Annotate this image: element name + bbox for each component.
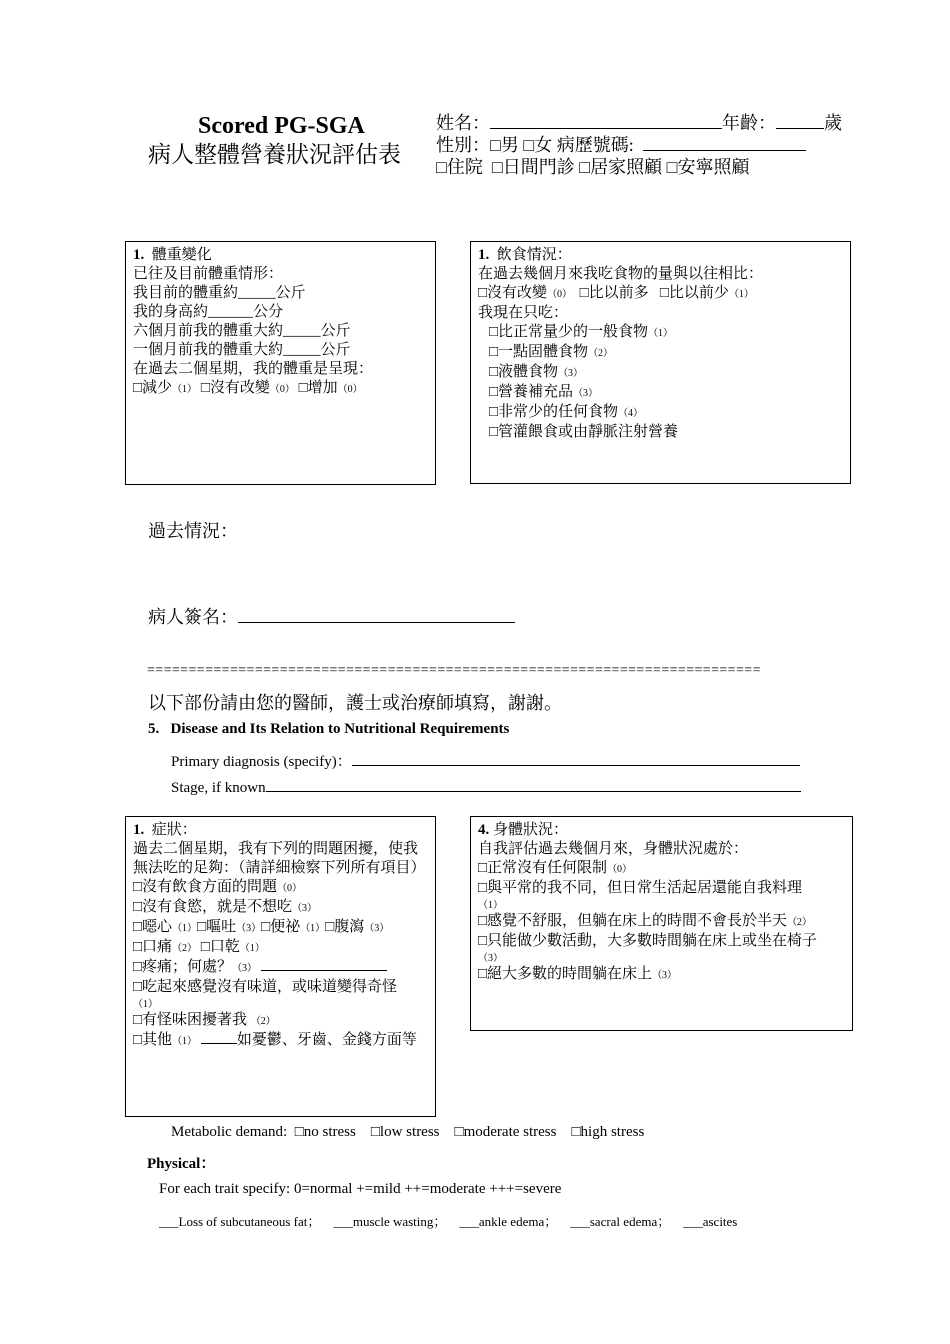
sacral-edema-field[interactable]: ___sacral edema； — [570, 1214, 671, 1229]
signature-label: 病人簽名： — [148, 607, 238, 627]
other-option[interactable]: □其他（1） 如憂鬱、牙齒、金錢方面等 — [133, 1032, 417, 1048]
score: （3） — [236, 923, 262, 934]
intake-compare-options — [478, 284, 844, 304]
age-label: 年齡： — [722, 113, 776, 133]
weight-trend-options — [133, 379, 429, 399]
activity-box-title: 身體狀況： — [493, 822, 569, 838]
chart-number-field[interactable] — [643, 134, 806, 151]
weight-increased-checkbox[interactable]: □增加 — [298, 380, 338, 396]
pain-location-field[interactable] — [261, 958, 387, 971]
low-stress-checkbox[interactable]: □low stress — [370, 1124, 440, 1140]
age-field[interactable] — [776, 112, 824, 129]
physical-scale: For each trait specify: 0=normal +=mild ++=moderate +++=severe — [159, 1181, 562, 1197]
intake-more-checkbox[interactable]: □比以前多 — [579, 285, 649, 301]
food-intake-box — [470, 241, 851, 484]
section5-title: Disease and Its Relation to Nutritional Requirements — [170, 721, 510, 737]
score: （3） — [364, 923, 390, 934]
intake-option[interactable]: □液體食物（3） — [489, 364, 584, 380]
muscle-wasting-field[interactable]: ___muscle wasting； — [333, 1214, 447, 1229]
separator: ========================================================================== — [147, 663, 761, 678]
name-label: 姓名： — [436, 113, 490, 133]
section5-heading — [148, 721, 509, 738]
intake-now-label: 我現在只吃： — [478, 305, 569, 321]
signature-row — [148, 603, 515, 629]
weight-trend-question: 在過去二個星期，我的體重是呈現： — [133, 361, 374, 377]
symptom-gi-row — [133, 918, 429, 938]
height-line[interactable]: 我的身高約______公分 — [133, 304, 284, 320]
score: （2） — [172, 943, 198, 954]
subcutaneous-fat-field[interactable]: ___Loss of subcutaneous fat； — [159, 1214, 321, 1229]
setting-hospice-checkbox[interactable]: □安寧照顧 — [666, 157, 750, 177]
score: （1） — [478, 900, 503, 911]
current-weight-line[interactable]: 我目前的體重約_____公斤 — [133, 285, 306, 301]
stage-label: Stage, if known — [171, 780, 266, 796]
weight-history-box — [125, 241, 436, 485]
score: （0） — [337, 384, 363, 395]
section5-number: 5. — [148, 721, 160, 737]
score: （0） — [547, 289, 573, 300]
vomiting-checkbox[interactable]: □嘔吐 — [197, 919, 237, 935]
mouth-sores-checkbox[interactable]: □口痛 — [133, 939, 173, 955]
symptom-mouth-row — [133, 938, 429, 958]
score: （1） — [300, 923, 326, 934]
intake-option[interactable]: □比正常量少的一般食物（1） — [489, 324, 674, 340]
activity-option[interactable]: □只能做少數活動，大多數時間躺在床上或坐在椅子 — [478, 933, 818, 949]
score: （3） — [478, 953, 503, 964]
nausea-checkbox[interactable]: □噁心 — [133, 919, 173, 935]
moderate-stress-checkbox[interactable]: □moderate stress — [454, 1124, 557, 1140]
primary-diagnosis-row — [171, 750, 800, 771]
intake-option[interactable]: □營養補充品（3） — [489, 384, 599, 400]
weight-unchanged-checkbox[interactable]: □沒有改變 — [200, 380, 270, 396]
activity-option[interactable]: □正常沒有任何限制（0） — [478, 860, 633, 876]
activity-option[interactable]: □與平常的我不同，但日常生活起居還能自我料理 — [478, 880, 803, 896]
weight-box-number: 1. — [133, 247, 145, 263]
symptoms-intro: 過去二個星期，我有下列的問題困擾，使我無法吃的足夠：（請詳細檢察下列所有項目） — [133, 841, 426, 876]
stage-field[interactable] — [266, 779, 801, 792]
form-title-english: Scored PG-SGA — [198, 113, 365, 139]
activity-box — [470, 816, 853, 1031]
sex-chart-row — [436, 134, 806, 156]
weight-line: 已往及目前體重情形： — [133, 266, 284, 282]
male-checkbox[interactable]: □男 — [490, 135, 519, 155]
metabolic-demand-row — [171, 1124, 644, 1141]
diarrhea-checkbox[interactable]: □腹瀉 — [325, 919, 365, 935]
name-age-row — [436, 112, 842, 134]
high-stress-checkbox[interactable]: □high stress — [571, 1124, 645, 1140]
weight-6-months-line[interactable]: 六個月前我的體重大約_____公斤 — [133, 323, 351, 339]
age-unit: 歲 — [824, 113, 842, 133]
symptom-option[interactable]: □沒有飲食方面的問題（0） — [133, 879, 303, 895]
score: （1） — [172, 384, 198, 395]
ascites-field[interactable]: ___ascites — [683, 1214, 738, 1229]
chart-number-label: 病歷號碼: — [556, 135, 634, 155]
sex-label: 性別： — [436, 135, 490, 155]
constipation-checkbox[interactable]: □便祕 — [261, 919, 301, 935]
stage-row — [171, 779, 801, 797]
weight-1-month-line[interactable]: 一個月前我的體重大約_____公斤 — [133, 342, 351, 358]
name-field[interactable] — [490, 112, 722, 129]
intake-box-number: 1. — [478, 247, 490, 263]
care-setting-row — [436, 156, 750, 178]
no-stress-checkbox[interactable]: □no stress — [294, 1124, 356, 1140]
score: （1） — [239, 943, 265, 954]
activity-option[interactable]: □絕大多數的時間躺在床上（3） — [478, 966, 678, 982]
symptom-option[interactable]: □沒有食慾，就是不想吃（3） — [133, 899, 318, 915]
primary-diagnosis-field[interactable] — [352, 753, 800, 766]
history-label: 過去情況： — [148, 521, 238, 541]
symptom-option[interactable]: □吃起來感覺沒有味道，或味道變得奇怪 — [133, 979, 398, 995]
score: （1） — [728, 289, 754, 300]
symptoms-box-title: 症狀： — [151, 822, 197, 838]
symptom-option[interactable]: □有怪味困擾著我 （2） — [133, 1012, 276, 1028]
setting-daycare-checkbox[interactable]: □日間門診 — [491, 157, 575, 177]
female-checkbox[interactable]: □女 — [523, 135, 553, 155]
signature-field[interactable] — [238, 606, 515, 623]
metabolic-label: Metabolic demand: — [171, 1124, 288, 1140]
physical-label: Physical： — [147, 1156, 216, 1172]
score: （0） — [269, 384, 295, 395]
intake-less-checkbox[interactable]: □比以前少 — [659, 285, 729, 301]
setting-inpatient-checkbox[interactable]: □住院 — [436, 157, 483, 177]
form-title-chinese: 病人整體營養狀況評估表 — [148, 142, 401, 167]
symptoms-box — [125, 816, 436, 1117]
dry-mouth-checkbox[interactable]: □口乾 — [200, 939, 240, 955]
activity-box-number: 4. — [478, 822, 490, 838]
intake-unchanged-checkbox[interactable]: □沒有改變 — [478, 285, 548, 301]
physical-traits-row — [159, 1211, 737, 1230]
intake-option[interactable]: □非常少的任何食物（4） — [489, 404, 644, 420]
intake-box-title: 飲食情況： — [496, 247, 572, 263]
primary-diagnosis-label: Primary diagnosis (specify)： — [171, 754, 352, 770]
score: （1） — [172, 923, 198, 934]
intake-option[interactable]: □一點固體食物（2） — [489, 344, 614, 360]
ankle-edema-field[interactable]: ___ankle edema； — [459, 1214, 558, 1229]
weight-box-title: 體重變化 — [151, 247, 212, 263]
pain-option[interactable]: □疼痛；何處？（3） — [133, 958, 429, 978]
setting-homecare-checkbox[interactable]: □居家照顧 — [579, 157, 663, 177]
activity-intro: 自我評估過去幾個月來，身體狀況處於： — [478, 841, 749, 857]
weight-decreased-checkbox[interactable]: □減少 — [133, 380, 173, 396]
symptoms-box-number: 1. — [133, 822, 145, 838]
clinician-note: 以下部份請由您的醫師，護士或治療師填寫，謝謝。 — [148, 693, 562, 713]
activity-option[interactable]: □感覺不舒服，但躺在床上的時間不會長於半天（2） — [478, 913, 813, 929]
intake-question: 在過去幾個月來我吃食物的量與以往相比： — [478, 266, 764, 282]
intake-option[interactable]: □管灌餵食或由靜脈注射營養 — [489, 424, 679, 440]
score: （1） — [133, 999, 158, 1010]
